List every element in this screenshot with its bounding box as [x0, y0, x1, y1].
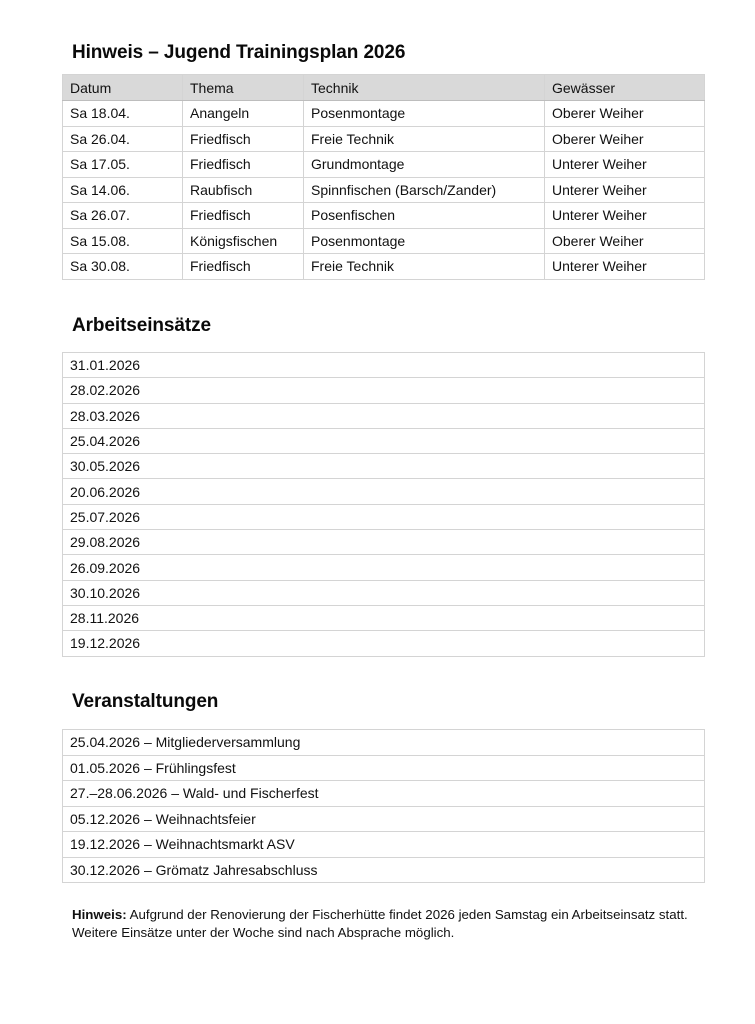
cell-datum: Sa 18.04. — [63, 101, 183, 127]
cell-gewaesser: Unterer Weiher — [545, 254, 705, 280]
cell-gewaesser: Unterer Weiher — [545, 177, 705, 203]
events-title: Veranstaltungen — [72, 691, 219, 712]
events-table — [62, 729, 705, 883]
cell-thema: Friedfisch — [183, 126, 304, 152]
work-date: 25.07.2026 — [63, 504, 705, 529]
list-item — [63, 504, 705, 529]
note-paragraph — [72, 906, 732, 941]
table-row — [63, 152, 705, 178]
table-header-row — [63, 75, 705, 101]
list-item — [63, 428, 705, 453]
list-item — [63, 781, 705, 807]
cell-technik: Grundmontage — [304, 152, 545, 178]
cell-thema: Anangeln — [183, 101, 304, 127]
cell-thema: Friedfisch — [183, 203, 304, 229]
work-date: 25.04.2026 — [63, 428, 705, 453]
cell-gewaesser: Oberer Weiher — [545, 101, 705, 127]
cell-gewaesser: Unterer Weiher — [545, 152, 705, 178]
list-item — [63, 530, 705, 555]
cell-thema: Friedfisch — [183, 152, 304, 178]
list-item — [63, 403, 705, 428]
cell-technik: Freie Technik — [304, 126, 545, 152]
cell-gewaesser: Oberer Weiher — [545, 126, 705, 152]
cell-technik: Freie Technik — [304, 254, 545, 280]
table-row — [63, 177, 705, 203]
cell-datum: Sa 26.07. — [63, 203, 183, 229]
cell-technik: Posenmontage — [304, 228, 545, 254]
cell-thema: Friedfisch — [183, 254, 304, 280]
column-header-thema: Thema — [183, 75, 304, 101]
column-header-datum: Datum — [63, 75, 183, 101]
cell-technik: Spinnfischen (Barsch/Zander) — [304, 177, 545, 203]
event-entry: 25.04.2026 – Mitgliederversammlung — [63, 730, 705, 756]
table-row — [63, 228, 705, 254]
event-entry: 19.12.2026 – Weihnachtsmarkt ASV — [63, 832, 705, 858]
cell-gewaesser: Oberer Weiher — [545, 228, 705, 254]
work-date: 30.05.2026 — [63, 454, 705, 479]
work-date: 19.12.2026 — [63, 631, 705, 656]
training-plan-table — [62, 74, 705, 280]
list-item — [63, 605, 705, 630]
work-date: 28.03.2026 — [63, 403, 705, 428]
list-item — [63, 631, 705, 656]
list-item — [63, 454, 705, 479]
event-entry: 05.12.2026 – Weihnachtsfeier — [63, 806, 705, 832]
work-date: 28.11.2026 — [63, 605, 705, 630]
work-date: 26.09.2026 — [63, 555, 705, 580]
work-assignments-title: Arbeitseinsätze — [72, 315, 211, 336]
list-item — [63, 555, 705, 580]
cell-technik: Posenfischen — [304, 203, 545, 229]
work-date: 28.02.2026 — [63, 378, 705, 403]
cell-thema: Raubfisch — [183, 177, 304, 203]
event-entry: 01.05.2026 – Frühlingsfest — [63, 755, 705, 781]
work-assignments-table — [62, 352, 705, 657]
cell-technik: Posenmontage — [304, 101, 545, 127]
table-row — [63, 126, 705, 152]
work-date: 31.01.2026 — [63, 353, 705, 378]
list-item — [63, 479, 705, 504]
list-item — [63, 857, 705, 883]
cell-datum: Sa 26.04. — [63, 126, 183, 152]
note-label: Hinweis: — [72, 907, 127, 922]
column-header-technik: Technik — [304, 75, 545, 101]
cell-gewaesser: Unterer Weiher — [545, 203, 705, 229]
work-date: 29.08.2026 — [63, 530, 705, 555]
work-date: 20.06.2026 — [63, 479, 705, 504]
event-entry: 27.–28.06.2026 – Wald- und Fischerfest — [63, 781, 705, 807]
cell-thema: Königsfischen — [183, 228, 304, 254]
list-item — [63, 580, 705, 605]
table-row — [63, 101, 705, 127]
cell-datum: Sa 15.08. — [63, 228, 183, 254]
cell-datum: Sa 30.08. — [63, 254, 183, 280]
list-item — [63, 730, 705, 756]
column-header-gewaesser: Gewässer — [545, 75, 705, 101]
event-entry: 30.12.2026 – Grömatz Jahresabschluss — [63, 857, 705, 883]
list-item — [63, 806, 705, 832]
cell-datum: Sa 14.06. — [63, 177, 183, 203]
list-item — [63, 755, 705, 781]
work-date: 30.10.2026 — [63, 580, 705, 605]
table-row — [63, 203, 705, 229]
list-item — [63, 353, 705, 378]
note-text: Aufgrund der Renovierung der Fischerhütte findet 2026 jeden Samstag ein Arbeitseinsatz statt. Weitere Einsätze unter der Woche sind nach Absprache möglich. — [72, 907, 688, 940]
list-item — [63, 832, 705, 858]
cell-datum: Sa 17.05. — [63, 152, 183, 178]
training-plan-title: Hinweis – Jugend Trainingsplan 2026 — [72, 42, 406, 63]
list-item — [63, 378, 705, 403]
table-row — [63, 254, 705, 280]
